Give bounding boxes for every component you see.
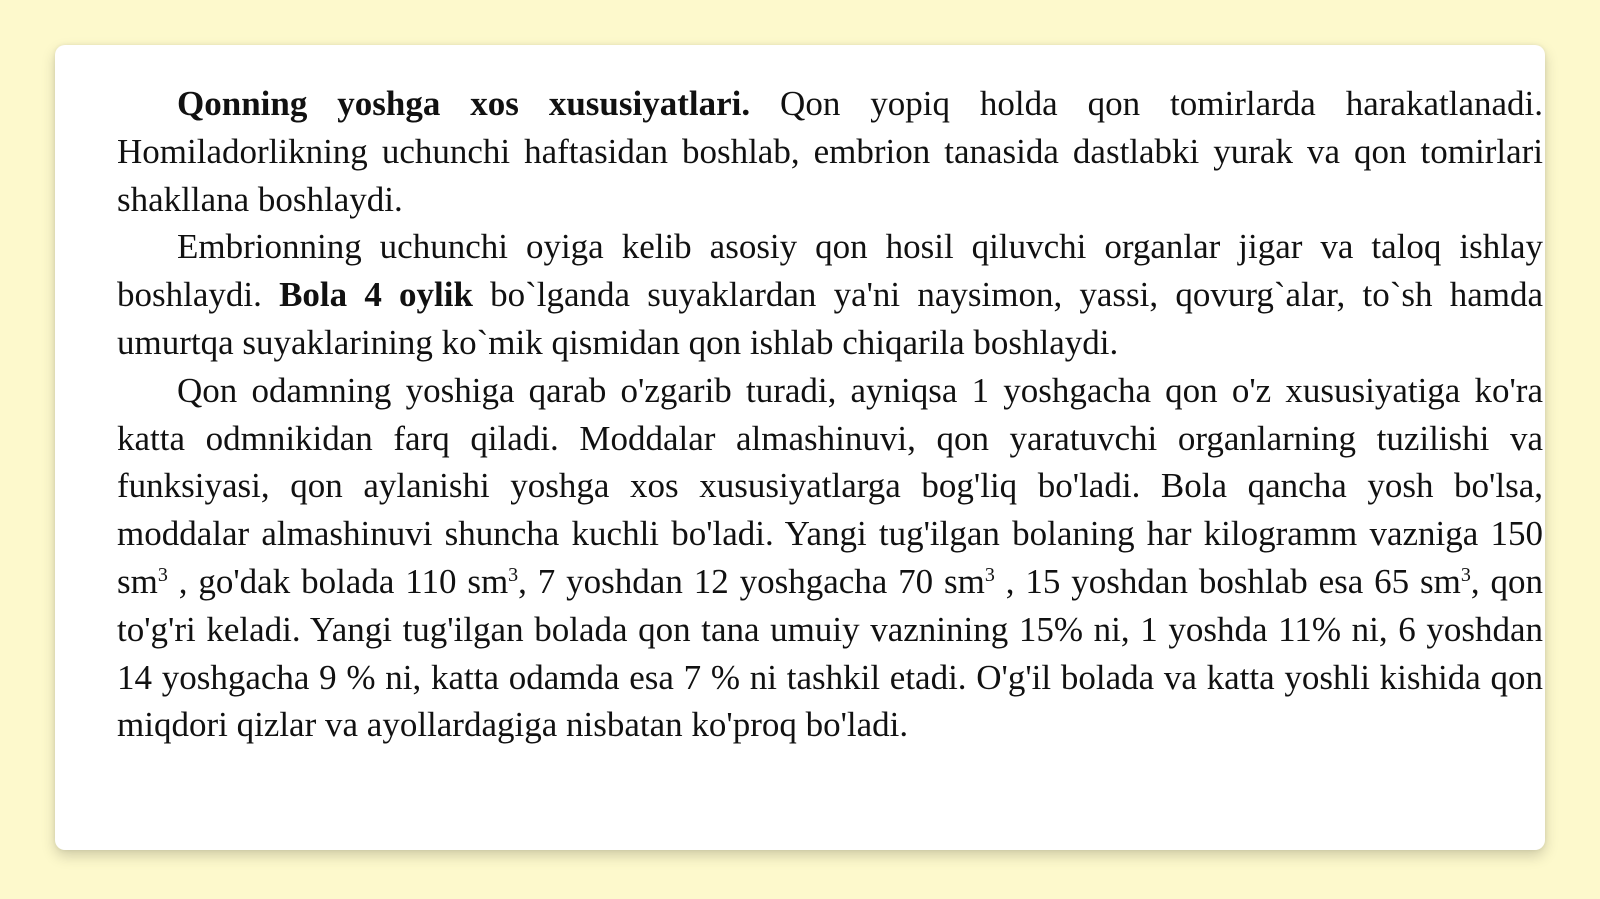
paragraph-1 xyxy=(117,80,1543,223)
document-body xyxy=(117,80,1543,749)
paragraph-1-text: Qon yopiq holda qon tomirlarda harakatlanadi. Homiladorlikning uchunchi haftasidan boshlab, embrion tanasida dastlabki yurak va qon tomirlari shakllana boshlaydi. xyxy=(117,84,1543,219)
paragraph-3-seg4: , 15 yoshdan boshlab esa 65 sm xyxy=(994,561,1461,601)
paragraph-2-text-before: Embrionning uchunchi oyiga kelib asosiy qon hosil qiluvchi organlar jigar va taloq ishlay boshlaydi. xyxy=(117,227,1543,315)
section-heading: Qonning yoshga xos xususiyatlari. xyxy=(177,84,751,123)
paragraph-2-bold: Bola 4 oylik xyxy=(279,275,473,315)
paragraph-3-seg5: , qon to'g'ri keladi. Yangi tug'ilgan bolada qon tana umuiy vaznining 15% ni, 1 yoshda 11% ni, 6 yoshdan 14 yoshgacha 9 % ni, katta odamda esa 7 % ni tashkil etadi. O'g'il bolada va katta yoshli kishida qon miqdori qizlar va ayollardagiga nisbatan ko'proq bo'ladi. xyxy=(117,561,1543,745)
paragraph-3-seg1: Qon odamning yoshiga qarab o'zgarib turadi, ayniqsa 1 yoshgacha qon o'z xususiyatiga ko'ra katta odmnikidan farq qiladi. Moddalar almashinuvi, qon yaratuvchi organlarning tuzilishi va funksiyasi, qon aylanishi yoshga xos xususiyatlarga bog'liq bo'ladi. Bola qancha yosh bo'lsa, moddalar almashinuvi shuncha kuchli bo'ladi. Yangi tug'ilgan bolaning har kilogramm vazniga 150 sm xyxy=(117,370,1543,601)
paragraph-3-seg3: , 7 yoshdan 12 yoshgacha 70 sm xyxy=(518,561,985,601)
superscript-3: 3 xyxy=(508,563,519,586)
superscript-3: 3 xyxy=(157,563,168,586)
paragraph-3-seg2: , go'dak bolada 110 sm xyxy=(167,561,509,601)
paragraph-2 xyxy=(117,223,1543,366)
paragraph-2-text-after: bo`lganda suyaklardan ya'ni naysimon, yassi, qovurg`alar, to`sh hamda umurtqa suyaklarining ko`mik qismidan qon ishlab chiqarila boshlaydi. xyxy=(117,275,1543,362)
superscript-3: 3 xyxy=(984,563,995,586)
superscript-3: 3 xyxy=(1460,563,1471,586)
paragraph-3 xyxy=(117,367,1543,749)
